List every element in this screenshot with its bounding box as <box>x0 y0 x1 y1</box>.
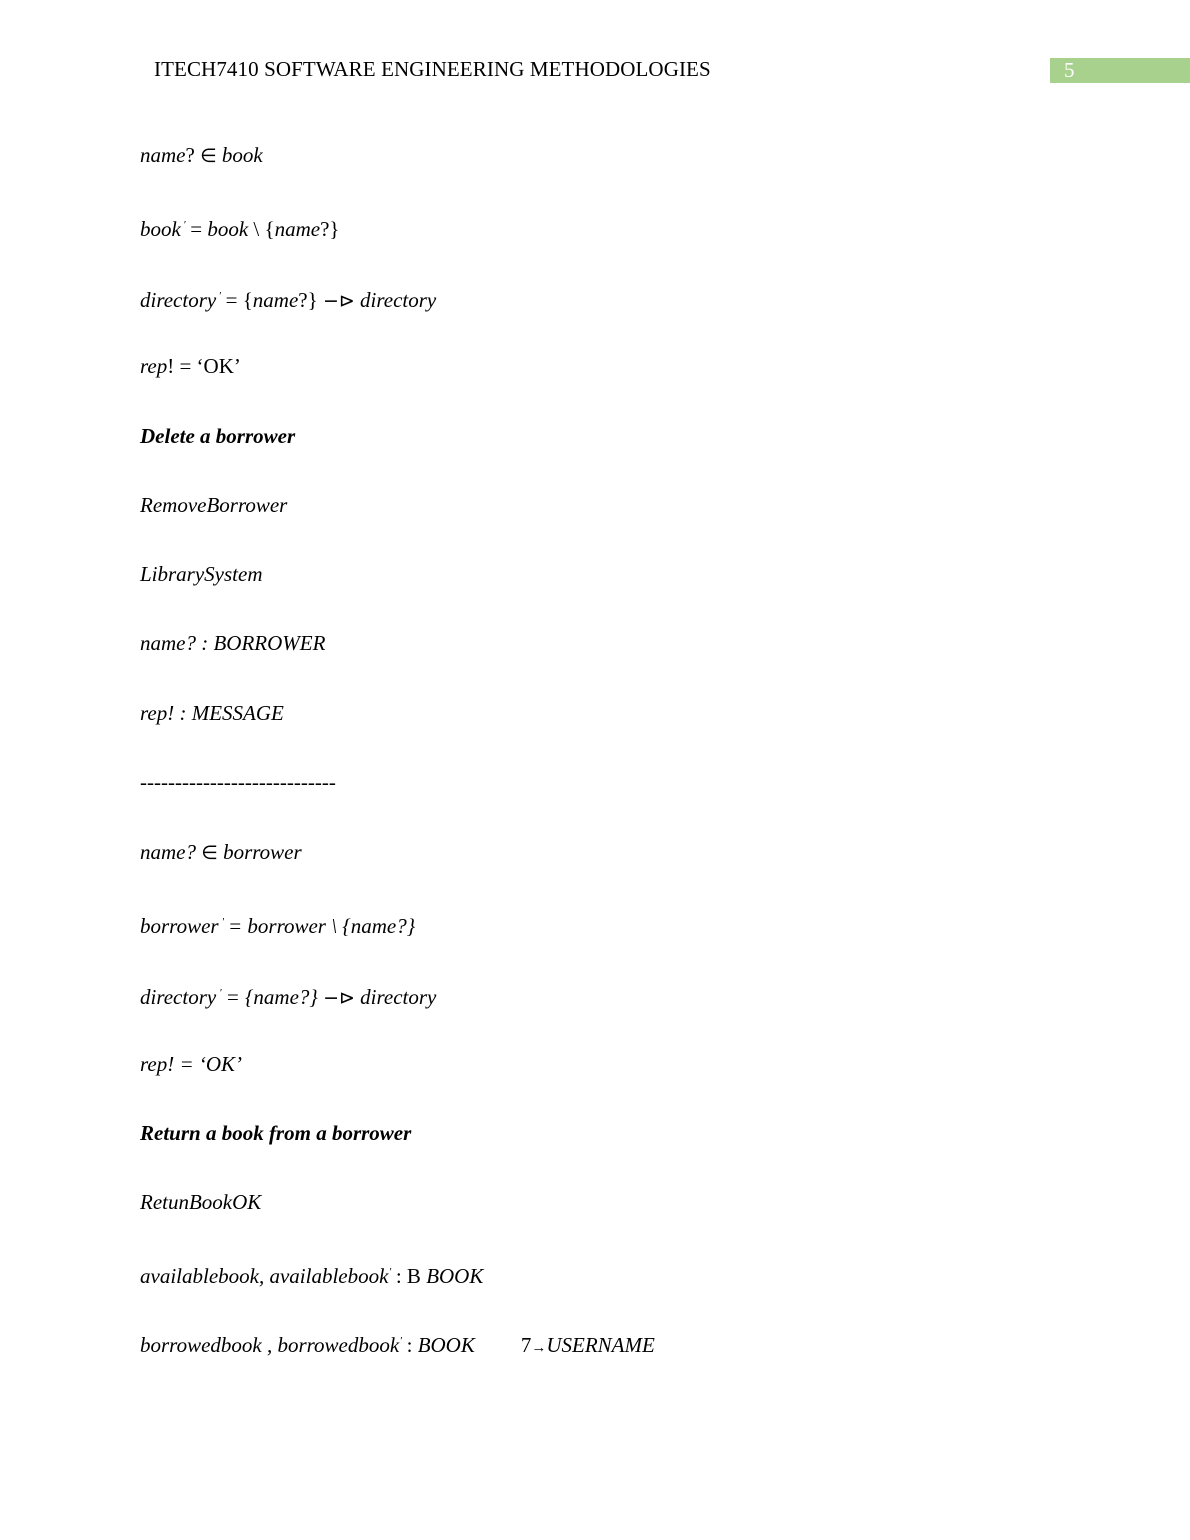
schema-name-remove-borrower: RemoveBorrower <box>140 493 288 517</box>
header-title: ITECH7410 SOFTWARE ENGINEERING METHODOLOGIES <box>154 57 711 81</box>
line-directory-update: directory ′ = {name?} −⊳ directory <box>140 288 437 312</box>
line-rep-ok: rep! = ‘OK’ <box>140 354 241 378</box>
page-number-box <box>1050 58 1190 83</box>
page-number: 5 <box>1064 58 1075 82</box>
schema-divider: ---------------------------- <box>140 770 336 794</box>
line-directory-update-2: directory ′ = {name?} −⊳ directory <box>140 985 437 1009</box>
heading-return-book: Return a book from a borrower <box>140 1121 412 1145</box>
decl-borrowed-book: borrowedbook , borrowedbook′ : BOOK 7→USERNAME <box>140 1333 655 1357</box>
decl-available-book: availablebook, availablebook′ : B BOOK <box>140 1264 484 1288</box>
schema-include-library-system: LibrarySystem <box>140 562 263 586</box>
line-name-in-book: name? ∈ book <box>140 143 263 167</box>
line-name-in-borrower: name? ∈ borrower <box>140 840 302 864</box>
line-borrower-update: borrower ′ = borrower \ {name?} <box>140 914 416 938</box>
schema-name-return-book-ok: RetunBookOK <box>140 1190 262 1214</box>
heading-delete-borrower: Delete a borrower <box>140 424 296 448</box>
decl-rep-message: rep! : MESSAGE <box>140 701 284 725</box>
line-rep-ok-2: rep! = ‘OK’ <box>140 1052 243 1076</box>
decl-name-borrower: name? : BORROWER <box>140 631 326 655</box>
line-book-update: book ′ = book \ {name?} <box>140 217 340 241</box>
